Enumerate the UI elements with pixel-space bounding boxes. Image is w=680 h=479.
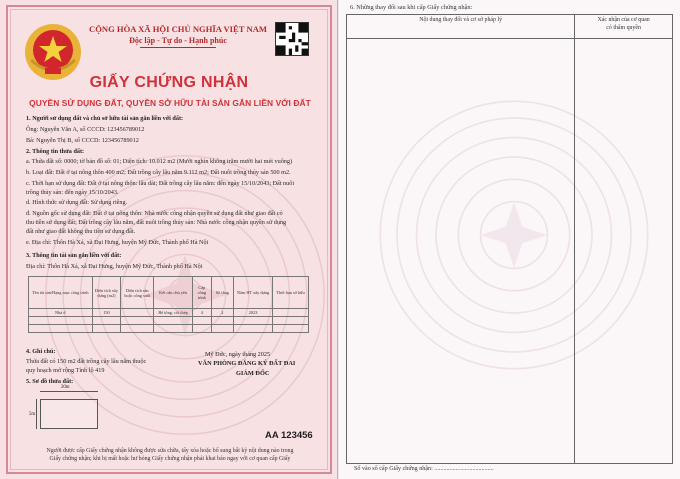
asset-col-header: Tên tài sản/Hạng mục công trình	[29, 277, 93, 309]
table-cell	[193, 317, 211, 325]
table-cell	[154, 317, 193, 325]
note-line-1: Thửa đất có 150 m2 đất trồng cây lâu năm thuộc	[26, 358, 147, 365]
land-info-d: d. Hình thức sử dụng đất: Sử dụng riêng.	[26, 199, 128, 206]
table-cell: 150	[92, 309, 121, 317]
changes-col-confirmation-line1: Xác nhận của cơ quan	[597, 17, 650, 23]
asset-col-header: Kết cấu chủ yếu	[154, 277, 193, 309]
land-info-c: c. Thời hạn sử dụng đất: Đất ở tại nông thôn: lâu dài; Đất trồng cây lâu năm: đến ngày 15/10/2043; Đất nuôi	[26, 180, 295, 187]
table-cell	[154, 325, 193, 333]
sketch-height-label: 5m	[29, 412, 36, 417]
table-cell	[92, 325, 121, 333]
table-cell	[121, 317, 154, 325]
table-cell	[92, 317, 121, 325]
section-5-heading: 5. Sơ đồ thửa đất:	[26, 378, 74, 385]
sketch-height-line	[36, 399, 37, 429]
footer-line-2: Giấy chứng nhận; khi bị mất hoặc hư hỏng Giấy chứng nhận phải khai báo ngay với cơ quan cấp Giấy	[49, 456, 291, 463]
table-cell: Bê tông, cốt thép	[154, 309, 193, 317]
motto-underline	[140, 47, 216, 48]
certificate-footer-note	[14, 447, 326, 464]
asset-col-header: Năm HT xây dựng	[234, 277, 273, 309]
changes-col-confirmation	[575, 15, 673, 39]
land-info-a: a. Thửa đất số: 0000; tờ bản đồ số: 01; Diện tích: 10.012 m2 (Mười nghìn không trăm mười hai mét vuông)	[26, 158, 293, 165]
land-info-e: e. Địa chỉ: Thôn Hà Xá, xã Đại Hưng, huyện Mỹ Đức, Thành phố Hà Nội	[26, 239, 209, 246]
sketch-width-label: 20m	[61, 385, 70, 390]
signing-date: Mỹ Đức, ngày tháng 2025	[205, 351, 271, 358]
land-info-c-cont: trồng thủy sản: đến ngày 15/10/2043.	[26, 189, 119, 196]
table-row	[29, 325, 309, 333]
table-cell	[121, 325, 154, 333]
table-cell	[29, 325, 93, 333]
changes-table	[346, 14, 673, 464]
changes-table-header	[347, 15, 673, 39]
table-cell: 2023	[234, 309, 273, 317]
table-row	[29, 309, 309, 317]
section-3-heading: 3. Thông tin tài sản gắn liền với đất:	[26, 252, 122, 259]
serial-number: AA 123456	[265, 430, 313, 441]
table-cell	[211, 325, 234, 333]
asset-col-header: Diện tích sàn hoặc công suất	[121, 277, 154, 309]
table-cell	[234, 325, 273, 333]
asset-col-header: Thời hạn sở hữu	[273, 277, 309, 309]
changes-confirmation-cell	[575, 39, 673, 464]
register-number-line: Số vào sổ cấp Giấy chứng nhận: .......................................	[354, 466, 494, 472]
table-cell	[211, 317, 234, 325]
signing-office: VĂN PHÒNG ĐĂNG KÝ ĐẤT ĐAI	[198, 360, 296, 367]
table-row	[29, 317, 309, 325]
table-cell	[273, 309, 309, 317]
table-cell	[121, 309, 154, 317]
footer-line-1: Người được cấp Giấy chứng nhận không được sửa chữa, tẩy xóa hoặc bổ sung bất kỳ nội dung nào trong	[46, 448, 294, 454]
section-2-heading: 2. Thông tin thửa đất:	[26, 148, 85, 155]
asset-table-header	[29, 277, 309, 309]
table-cell: 4	[193, 309, 211, 317]
owner-1: Ông: Nguyễn Văn A, số CCCD: 123456789012	[26, 126, 145, 133]
certificate-title: GIẤY CHỨNG NHẬN	[89, 74, 249, 91]
certificate-subtitle: QUYỀN SỬ DỤNG ĐẤT, QUYỀN SỞ HỮU TÀI SẢN GẮN LIỀN VỚI ĐẤT	[29, 98, 311, 108]
asset-col-header: Diện tích xây dựng (m2)	[92, 277, 121, 309]
table-cell: Nhà ở	[29, 309, 93, 317]
national-title: CỘNG HÒA XÃ HỘI CHỦ NGHĨA VIỆT NAM	[88, 24, 268, 34]
sketch-width-line	[40, 391, 98, 392]
asset-col-header: Cấp công trình	[193, 277, 211, 309]
qr-code	[275, 22, 309, 56]
section-1-heading: 1. Người sử dụng đất và chủ sở hữu tài sản gắn liền với đất:	[26, 115, 184, 122]
land-info-dd: đ. Nguồn gốc sử dụng đất: Đất ở tại nông thôn: Nhà nước công nhận quyền sử dụng đất như giao đất có	[26, 210, 283, 217]
note-line-2: quy hoạch mở rộng Tỉnh lộ 419	[26, 367, 105, 374]
national-motto: Độc lập - Tự do - Hạnh phúc	[129, 36, 227, 45]
land-info-b: b. Loại đất: Đất ở tại nông thôn 400 m2; Đất trồng cây lâu năm 9.112 m2; Đất nuôi trồng thủy sản 500 m2.	[26, 169, 291, 176]
asset-address: Địa chỉ: Thôn Hà Xá, xã Đại Hưng, huyện Mỹ Đức, Thành phố Hà Nội	[26, 263, 203, 270]
signing-title: GIÁM ĐỐC	[236, 370, 270, 377]
table-row	[347, 39, 673, 464]
changes-heading: 6. Những thay đổi sau khi cấp Giấy chứng nhận:	[350, 4, 473, 11]
changes-page	[339, 0, 680, 479]
section-4-heading: 4. Ghi chú:	[26, 348, 56, 355]
table-cell	[193, 325, 211, 333]
table-cell: 2	[211, 309, 234, 317]
changes-content-cell	[347, 39, 575, 464]
table-cell	[273, 325, 309, 333]
land-info-dd-cont2: đất như giao đất không thu tiền sử dụng đất.	[26, 228, 136, 235]
national-emblem-icon	[23, 22, 83, 82]
changes-col-confirmation-line2: có thẩm quyền	[606, 24, 641, 31]
certificate-page	[0, 0, 338, 479]
owner-2: Bà: Nguyễn Thị B, số CCCD: 123456789012	[26, 137, 139, 144]
table-cell	[234, 317, 273, 325]
table-cell	[273, 317, 309, 325]
table-cell	[29, 317, 93, 325]
asset-col-header: Số tầng	[211, 277, 234, 309]
asset-table	[28, 276, 309, 333]
land-info-dd-cont: thu tiền sử dụng đất; Đất trồng cây lâu năm, đất nuôi trồng thủy sản: Nhà nước công nhận quyền sử dụng	[26, 219, 287, 226]
land-plot-sketch	[40, 399, 98, 429]
changes-col-content: Nội dung thay đổi và cơ sở pháp lý	[347, 15, 575, 39]
